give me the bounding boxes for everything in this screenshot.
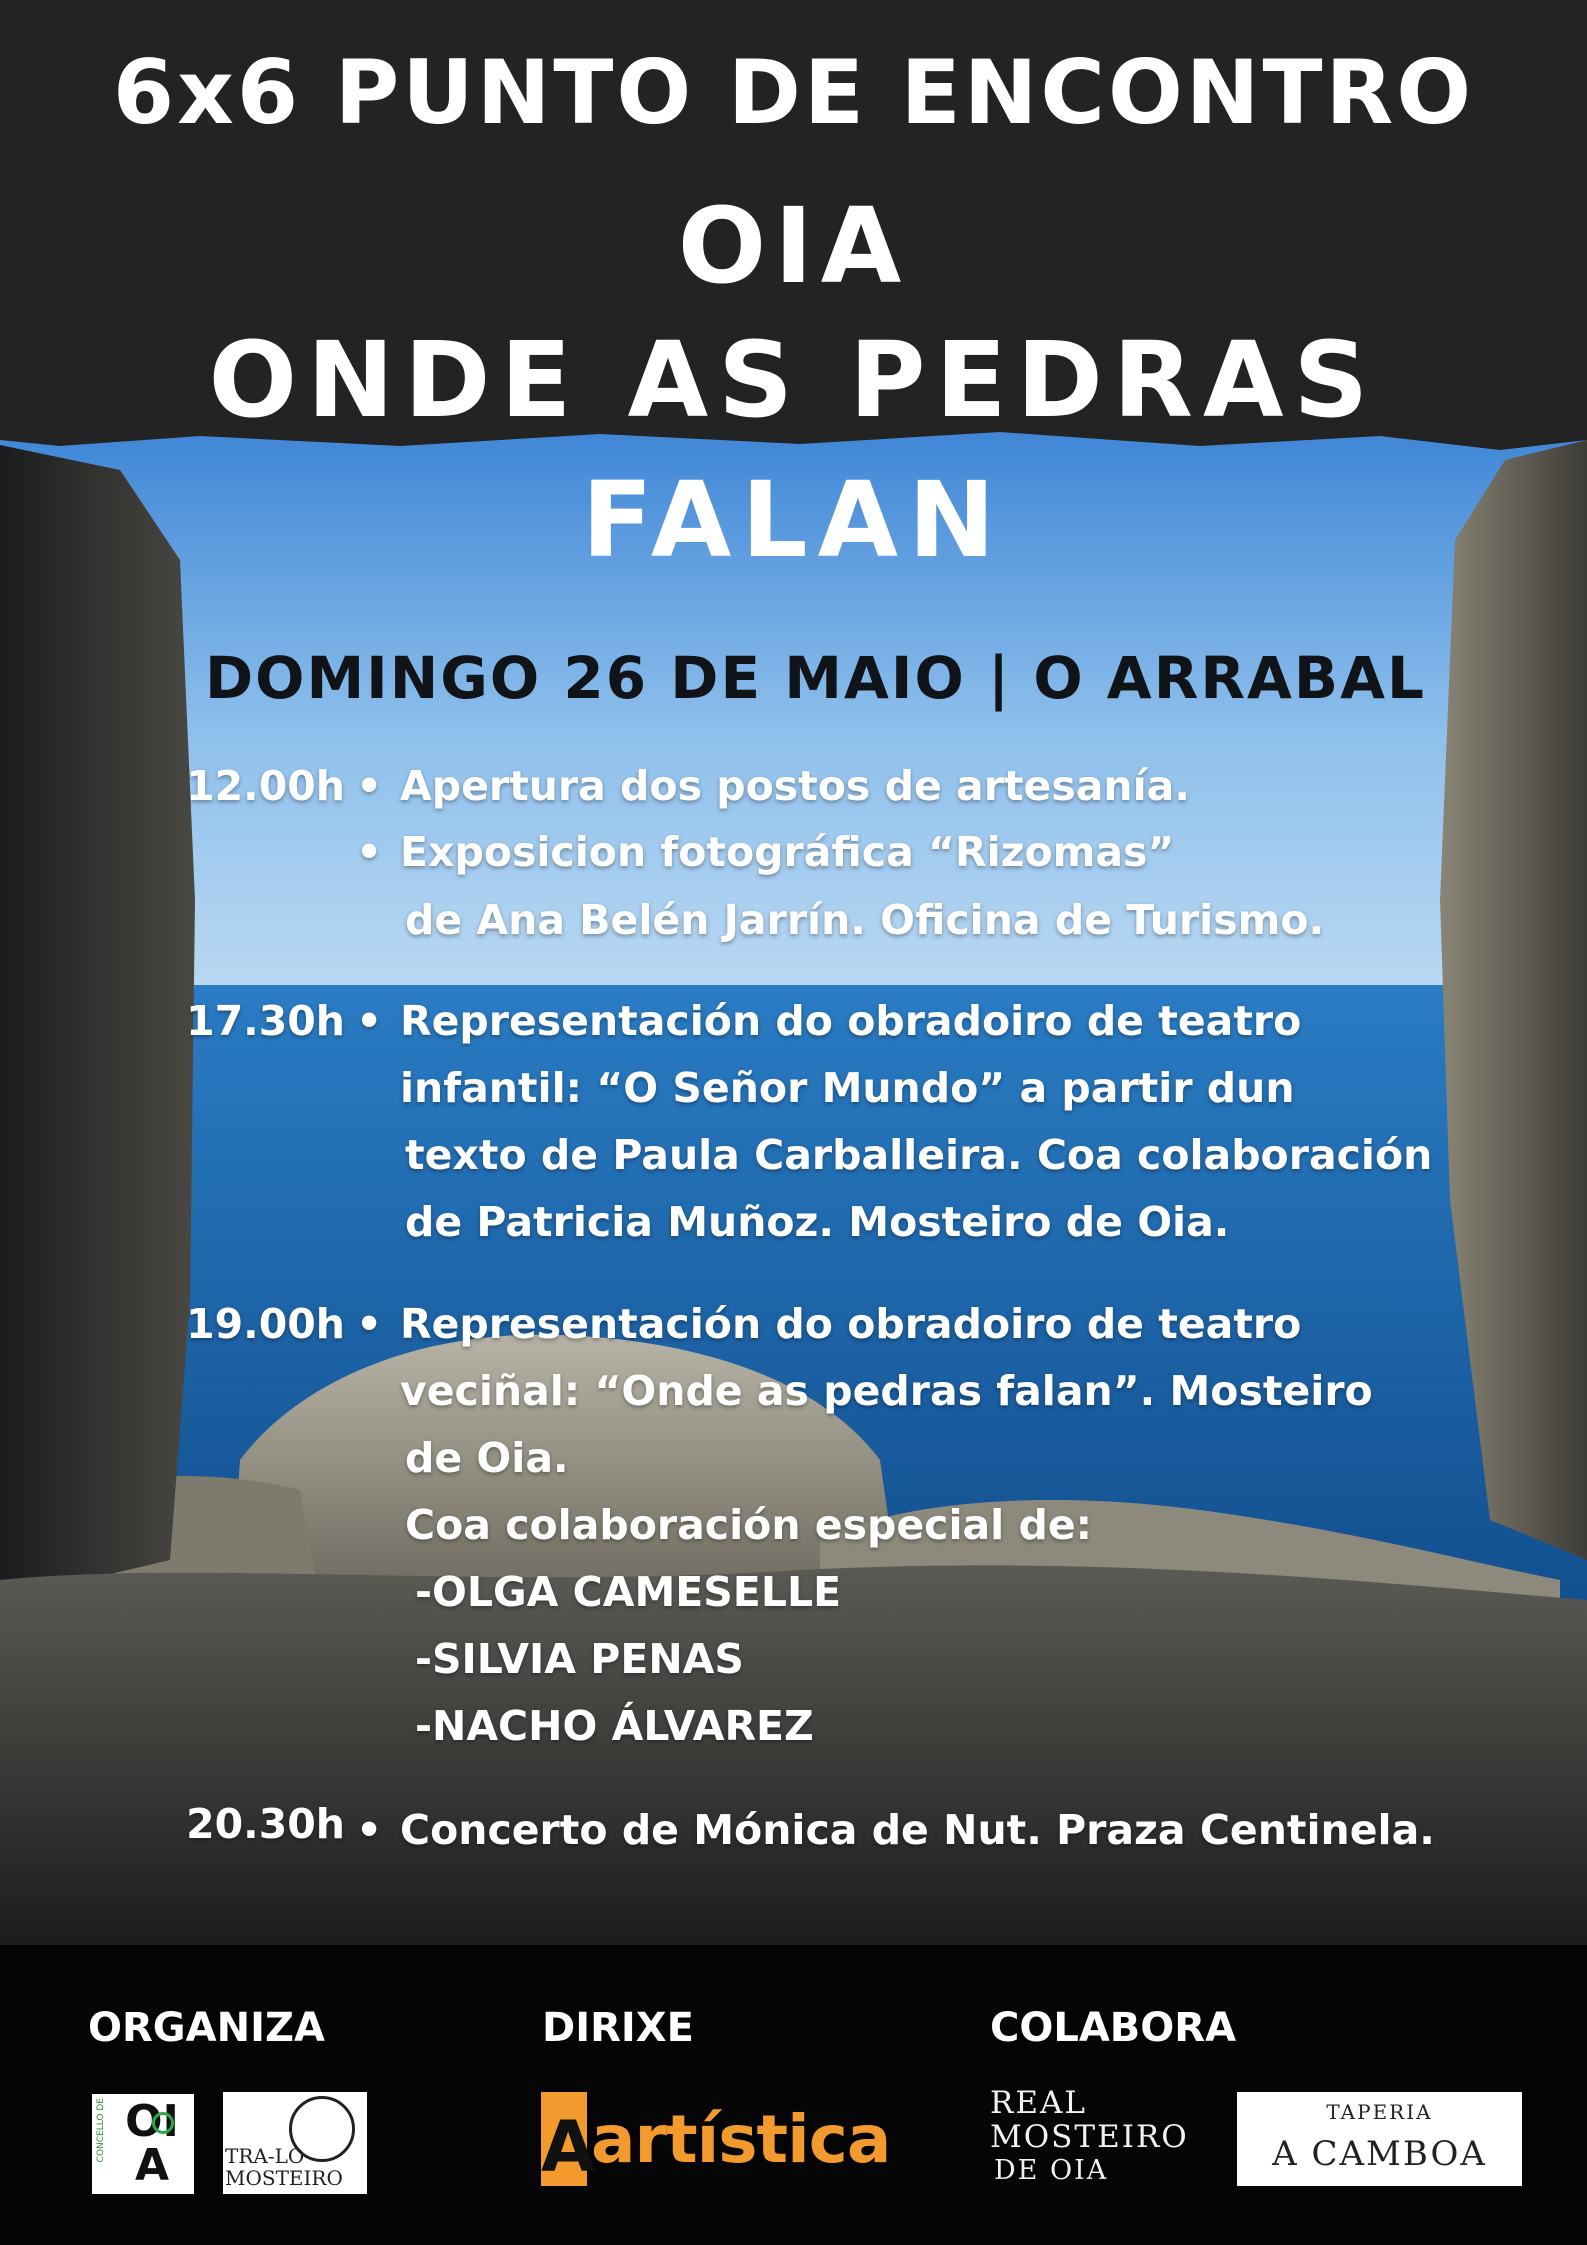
logo-text: artística [591,2101,891,2178]
logo-caption: CONCELLO DE [96,2098,106,2163]
event-text: veciñal: “Onde as pedras falan”. Mosteiro [400,1367,1373,1415]
dirixe-label: DIRIXE [542,2005,694,2051]
title-line-4: FALAN [581,459,1006,581]
logo-text: MOSTEIRO [225,2166,343,2190]
title-line-1: 6x6 PUNTO DE ENCONTRO [112,41,1475,144]
logo-letter: A [541,2092,587,2186]
logo-text: TAPERIA [1326,2100,1433,2124]
colabora-label: COLABORA [990,2005,1237,2051]
event-text: Coa colaboración especial de: [405,1501,1093,1549]
logo-text: A CAMBOA [1272,2134,1487,2174]
organiza-label: ORGANIZA [88,2005,325,2051]
title-line-2: OIA [677,185,910,307]
event-text: de Oia. [405,1434,569,1482]
bullet-icon: • [356,1806,383,1854]
event-text: de Patricia Muñoz. Mosteiro de Oia. [405,1198,1230,1246]
oia-circle-icon [152,2112,174,2134]
tralo-mosteiro-logo [223,2092,367,2194]
logo-text: DE OIA [994,2155,1109,2186]
real-mosteiro-logo [990,2086,1190,2196]
bullet-icon: • [356,1300,383,1348]
event-text: de Ana Belén Jarrín. Oficina de Turismo. [405,896,1325,944]
logo-text: TRA-LO [225,2144,305,2168]
title-line-3: ONDE AS PEDRAS [208,319,1379,441]
event-time: 20.30h [186,1800,345,1848]
collaborator-name: -OLGA CAMESELLE [415,1568,842,1616]
event-time: 17.30h [186,997,345,1045]
event-text: texto de Paula Carballeira. Coa colaboración [405,1131,1433,1179]
logo-text: OIA [125,2096,179,2191]
concello-oia-logo [92,2094,194,2194]
collaborator-name: -SILVIA PENAS [415,1635,744,1683]
logo-text: MOSTEIRO [990,2119,1189,2155]
logo-text: REAL [990,2085,1087,2121]
bullet-icon: • [356,828,383,876]
event-text: Representación do obradoiro de teatro [400,1300,1302,1348]
bullet-icon: • [356,762,383,810]
event-text: Apertura dos postos de artesanía. [400,762,1190,810]
event-text: Exposicion fotográfica “Rizomas” [400,828,1175,876]
event-date-location: DOMINGO 26 DE MAIO | O ARRABAL [205,644,1426,712]
artistica-logo [541,2092,891,2188]
event-time: 12.00h [186,762,345,810]
event-text: Concerto de Mónica de Nut. Praza Centinela. [400,1806,1435,1854]
event-text: infantil: “O Señor Mundo” a partir dun [400,1064,1295,1112]
bullet-icon: • [356,997,383,1045]
event-text: Representación do obradoiro de teatro [400,997,1302,1045]
event-time: 19.00h [186,1300,345,1348]
collaborator-name: -NACHO ÁLVAREZ [415,1702,814,1750]
taperia-a-camboa-logo [1237,2092,1522,2186]
